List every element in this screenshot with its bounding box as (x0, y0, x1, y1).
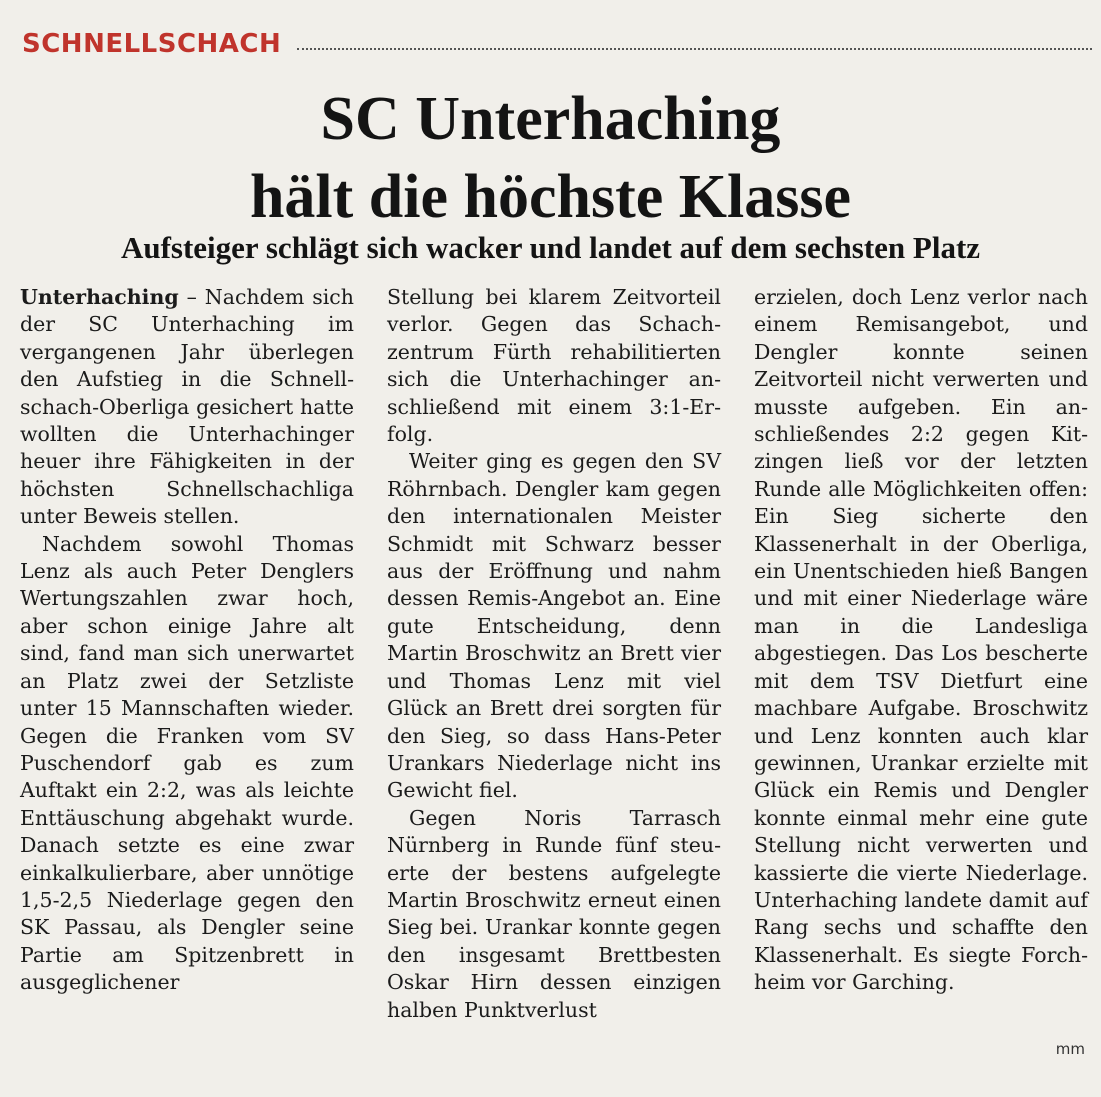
author-initials: mm (1055, 1040, 1085, 1058)
headline-line-1: SC Unterhaching (320, 85, 781, 153)
article-column-2 (387, 284, 721, 1064)
article-column-1 (20, 284, 354, 1064)
kicker-dotted-rule (297, 48, 1092, 50)
article-paragraph: Nachdem sowohl Thomas Lenz als auch Peter Denglers Wertungszahlen zwar hoch, aber schon einige Jahre alt sind, fand man sich unerwartet an Platz zwei der Setzliste unter 15 Mannschaften wieder. Gegen die Franken vom SV Puschendorf gab es zum Auftakt ein 2:2, was als leichte Enttäuschung abgehakt wurde. Danach setzte es eine zwar einkalkulierbare, aber unnötige 1,5-2,5 Niederlage gegen den SK Passau, als Dengler seine Partie am Spitzenbrett in ausgeglichener (20, 531, 354, 995)
kicker-row (22, 26, 1092, 62)
subheadline: Aufsteiger schlägt sich wacker und landet auf dem sechsten Platz (120, 230, 981, 265)
headline (0, 80, 1101, 236)
article-paragraph: erzielen, doch Lenz verlor nach einem Remisangebot, und Dengler konnte seinen Zeitvorteil nicht verwerten und musste aufgeben. Ein anschließendes 2:2 gegen Kitzingen ließ vor der letzten Runde alle Möglichkeiten offen: Ein Sieg sicherte den Klassenerhalt in der Oberliga, ein Unentschieden hieß Bangen und mit einer Niederlage wäre man in die Landesliga abgestiegen. Das Los bescherte mit dem TSV Dietfurt eine machbare Aufgabe. Broschwitz und Lenz konnten auch klar gewinnen, Urankar erzielte mit Glück ein Remis und Dengler konnte einmal mehr eine gute Stellung nicht verwerten und kassierte die vierte Niederlage. Unterhaching landete damit auf Rang sechs und schaffte den Klassenerhalt. Es siegte Forchheim vor Garching. (754, 285, 1088, 995)
article-paragraph (20, 284, 354, 531)
paragraph-text: – Nachdem sich der SC Unterhaching im vergangenen Jahr überlegen den Aufstieg in die Schnellschach-Oberliga gesichert hatte wollten die Unterhachinger heuer ihre Fähigkeiten in der höchsten Schnellschachliga unter Beweis stellen. (20, 285, 354, 529)
section-kicker: SCHNELLSCHACH (22, 29, 282, 59)
article-body (20, 284, 1088, 1064)
article-paragraph: Weiter ging es gegen den SV Röhrnbach. Dengler kam gegen den internationalen Meister Schmidt mit Schwarz besser aus der Eröffnung und nahm dessen Remis-Angebot an. Eine gute Entscheidung, denn Martin Broschwitz an Brett vier und Thomas Lenz mit viel Glück an Brett drei sorgten für den Sieg, so dass Hans-Peter Urankars Niederlage nicht ins Gewicht fiel. (387, 449, 721, 803)
dateline: Unterhaching (20, 285, 179, 309)
article-column-3 (754, 284, 1088, 1064)
headline-line-2: hält die höchste Klasse (249, 163, 852, 231)
article-paragraph: Stellung bei klarem Zeitvorteil verlor. Gegen das Schachzentrum Fürth rehabilitierten sich die Unterhachinger anschließend mit einem 3:1-Erfolg. (387, 285, 721, 447)
article-paragraph: Gegen Noris Tarrasch Nürnberg in Runde fünf steuerte der bestens aufgelegte Martin Broschwitz erneut einen Sieg bei. Urankar konnte gegen den insgesamt Brettbesten Oskar Hirn dessen einzigen halben Punktverlust (387, 805, 721, 1022)
